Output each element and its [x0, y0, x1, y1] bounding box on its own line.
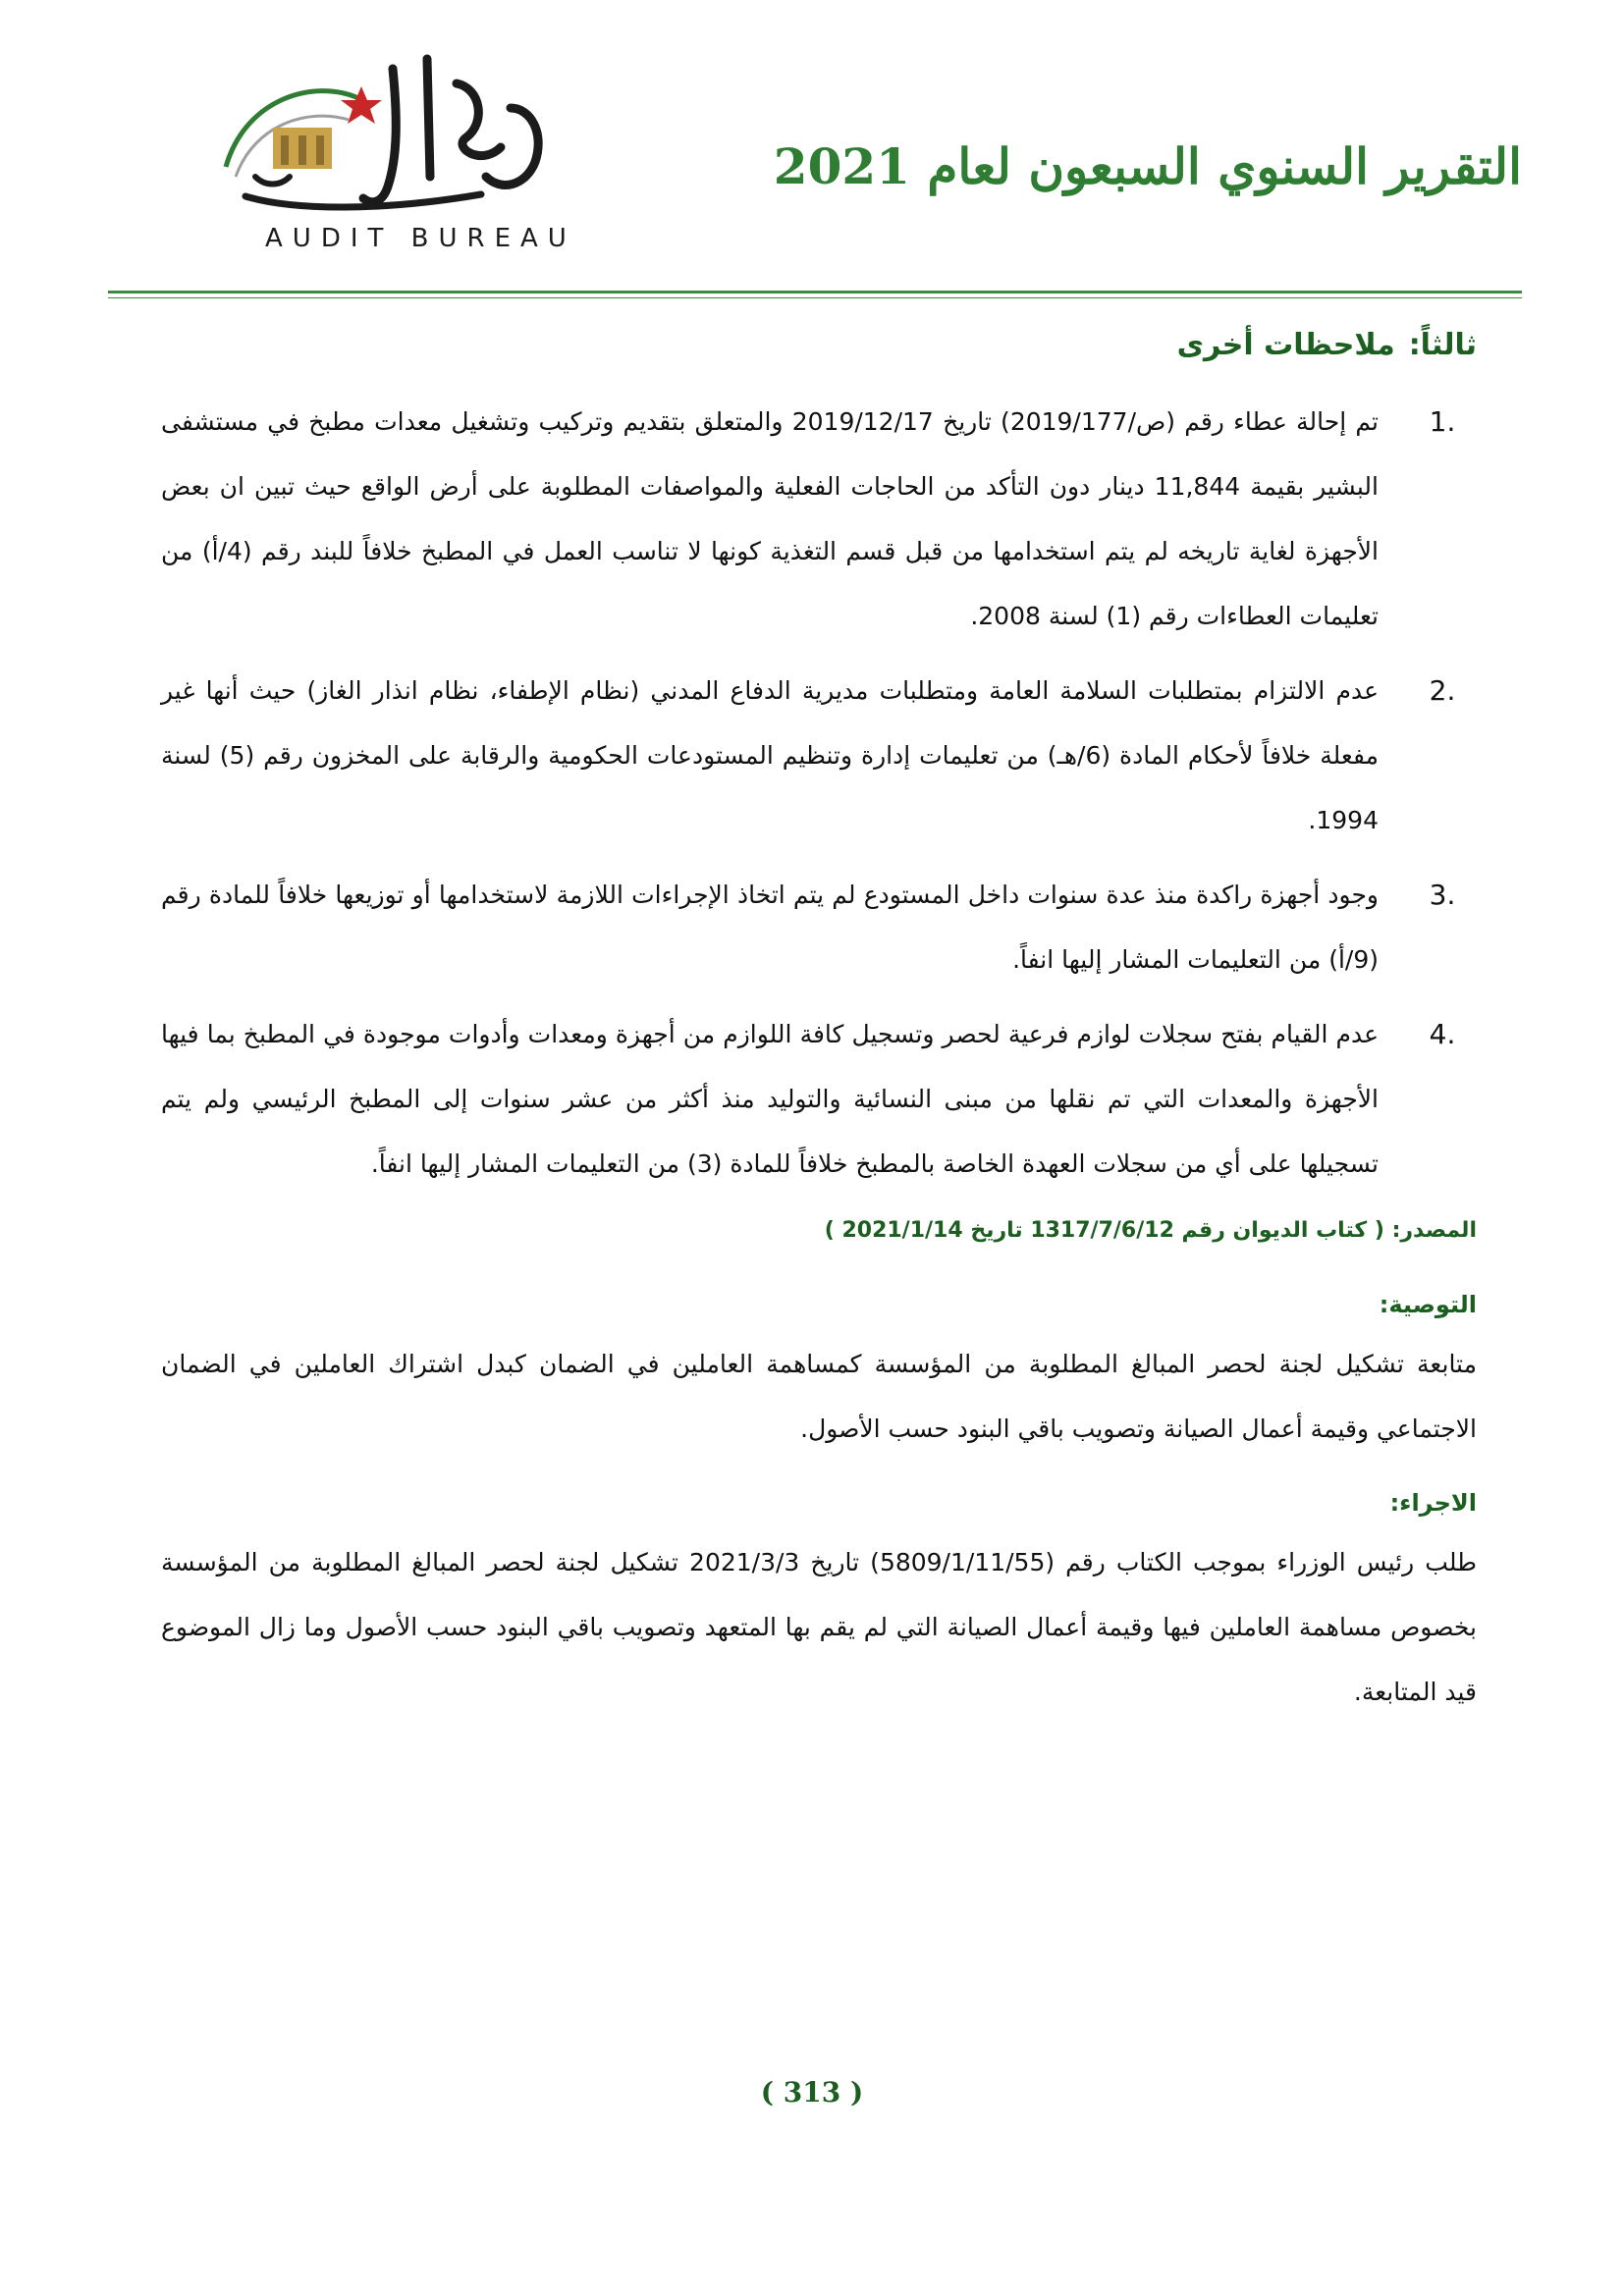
item-text: وجود أجهزة راكدة منذ عدة سنوات داخل المستودع لم يتم اتخاذ الإجراءات اللازمة لاستخدامها أو توزيعها خلافاً للمادة رقم (9/أ) من التعليمات المشار إليها انفاً. — [161, 881, 1379, 974]
page-header — [108, 29, 1522, 294]
action-text: طلب رئيس الوزراء بموجب الكتاب رقم (5809/1/11/55) تاريخ 2021/3/3 تشكيل لجنة لحصر المبالغ المطلوبة من المؤسسة بخصوص مساهمة العاملين فيها وقيمة أعمال الصيانة التي لم يقم بها المتعهد وتصويب باقي البنود حسب الأصول وما زال الموضوع قيد المتابعة. — [161, 1548, 1477, 1706]
section-number: ثالثاً: — [1408, 328, 1477, 362]
item-number: 4. — [1429, 1018, 1456, 1050]
item-text: عدم القيام بفتح سجلات لوازم فرعية لحصر وتسجيل كافة اللوازم من أجهزة ومعدات وأدوات موجودة في المطبخ بما فيها الأجهزة والمعدات التي تم نقلها من مبنى النسائية والتوليد منذ أكثر من عشر سنوات إلى المطبخ الرئيسي ولم يتم تسجيلها على أي من سجلات العهدة الخاصة بالمطبخ خلافاً للمادة (3) من التعليمات المشار إليها انفاً. — [161, 1020, 1379, 1178]
list-item — [161, 863, 1477, 992]
header-divider — [108, 291, 1522, 294]
section-heading — [161, 319, 1477, 372]
item-number: 3. — [1429, 879, 1456, 911]
report-title: التقرير السنوي السبعون لعام 2021 — [773, 137, 1522, 195]
source-note: المصدر: ( كتاب الديوان رقم 1317/7/6/12 تاريخ 2021/1/14 ) — [824, 1218, 1477, 1243]
page-number: ( 313 ) — [760, 2076, 864, 2109]
item-number: 1. — [1429, 405, 1456, 438]
item-text: تم إحالة عطاء رقم (ص/2019/177) تاريخ 2019/12/17 والمتعلق بتقديم وتركيب وتشغيل معدات مطبخ في مستشفى البشير بقيمة 11,844 دينار دون التأكد من الحاجات الفعلية والمواصفات المطلوبة على أرض الواقع حيث تبين ان بعض الأجهزة لغاية تاريخه لم يتم استخدامها من قبل قسم التغذية كونها لا تناسب العمل في المطبخ خلافاً للبند رقم (4/أ) من تعليمات العطاءات رقم (1) لسنة 2008. — [161, 407, 1380, 630]
page-content — [161, 319, 1477, 1738]
audit-bureau-logo — [187, 29, 579, 265]
item-text: عدم الالتزام بمتطلبات السلامة العامة ومتطلبات مديرية الدفاع المدني (نظام الإطفاء، نظام انذار الغاز) حيث أنها غير مفعلة خلافاً لأحكام المادة (6/هـ) من تعليمات إدارة وتنظيم المستودعات الحكومية والرقابة على المخزون رقم (5) لسنة 1994. — [161, 676, 1379, 834]
section-title: ملاحظات أخرى — [1176, 328, 1395, 362]
header-divider-thin — [108, 297, 1522, 298]
item-number: 2. — [1429, 674, 1456, 707]
list-item — [161, 390, 1477, 649]
action-heading: الاجراء: — [1389, 1489, 1477, 1517]
recommendation-heading: التوصية: — [1379, 1291, 1477, 1318]
list-item — [161, 659, 1477, 853]
logo-english-text: AUDIT BUREAU — [265, 224, 576, 253]
recommendation-text: متابعة تشكيل لجنة لحصر المبالغ المطلوبة من المؤسسة كمساهمة العاملين في الضمان كبدل اشتراك العاملين في الضمان الاجتماعي وقيمة أعمال الصيانة وتصويب باقي البنود حسب الأصول. — [161, 1350, 1477, 1443]
logo-emblem-icon — [187, 29, 579, 236]
list-item — [161, 1002, 1477, 1197]
